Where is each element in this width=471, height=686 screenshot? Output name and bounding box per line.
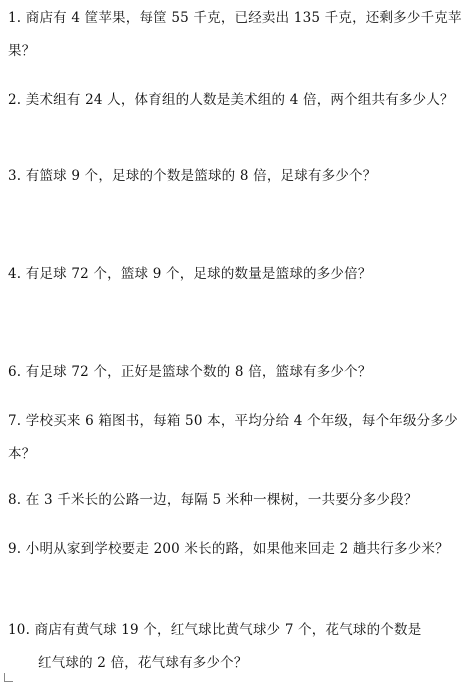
question-text: 小明从家到学校要走 200 米长的路，如果他来回走 2 趟共行多少米？	[25, 541, 449, 557]
question-7	[8, 405, 463, 471]
question-2	[8, 84, 463, 117]
question-8	[8, 484, 463, 517]
question-text: 有篮球 9 个，足球的个数是篮球的 8 倍，足球有多少个？	[25, 168, 377, 184]
question-text: 商店有 4 筐苹果，每筐 55 千克，已经卖出 135 千克，还剩多少千克苹果？	[8, 10, 462, 59]
question-text: 美术组有 24 人，体育组的人数是美术组的 4 倍，两个组共有多少人？	[25, 92, 454, 108]
question-number: 4.	[8, 266, 22, 282]
question-line-1	[8, 614, 463, 647]
question-9	[8, 533, 463, 566]
question-number: 9.	[8, 541, 22, 557]
question-3	[8, 160, 463, 193]
question-number: 6.	[8, 364, 22, 380]
question-10	[8, 614, 463, 680]
question-6	[8, 356, 463, 389]
question-4	[8, 258, 463, 291]
question-number: 8.	[8, 492, 22, 508]
question-number: 10.	[8, 622, 31, 638]
question-1	[8, 2, 463, 68]
question-number: 2.	[8, 92, 22, 108]
question-number: 1.	[8, 10, 22, 26]
question-number: 7.	[8, 413, 22, 429]
question-text: 有足球 72 个，正好是篮球个数的 8 倍，篮球有多少个？	[25, 364, 372, 380]
question-text: 学校买来 6 箱图书，每箱 50 本，平均分给 4 个年级，每个年级分多少本？	[8, 413, 458, 462]
page-corner-mark	[4, 673, 13, 682]
question-number: 3.	[8, 168, 22, 184]
question-text: 在 3 千米长的公路一边，每隔 5 米种一棵树，一共要分多少段？	[25, 492, 418, 508]
question-text: 商店有黄气球 19 个，红气球比黄气球少 7 个，花气球的个数是	[34, 622, 422, 638]
question-text-continued: 红气球的 2 倍，花气球有多少个？	[38, 655, 248, 671]
question-text: 有足球 72 个，篮球 9 个，足球的数量是篮球的多少倍？	[25, 266, 372, 282]
